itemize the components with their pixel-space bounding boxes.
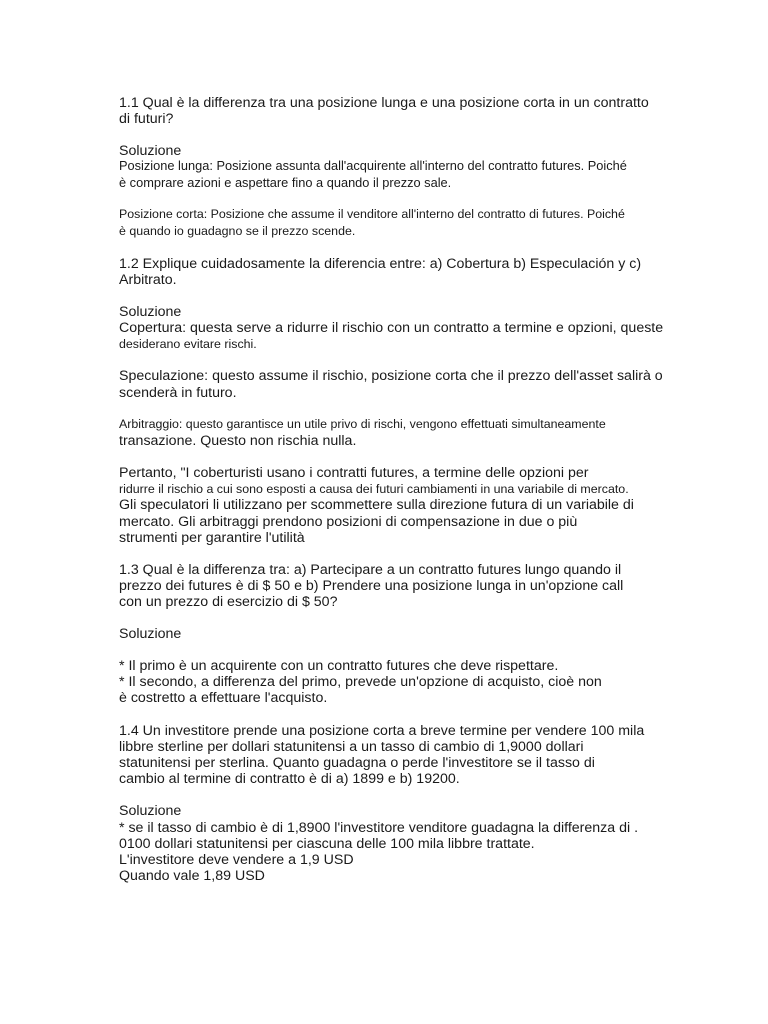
q2-question-line-2: Arbitrato. [119, 272, 177, 288]
q2-hedging-line-2: desiderano evitare rischi. [119, 337, 257, 351]
q2-summary-line-5: strumenti per garantire l'utilità [119, 530, 305, 546]
q1-short-line-1: Posizione corta: Posizione che assume il venditore all'interno del contratto di futures. Poiché [119, 207, 625, 221]
q1-question-line-2: di futuri? [119, 111, 174, 127]
q3-solution-label: Soluzione [119, 626, 182, 642]
q3-question-line-2: prezzo dei futures è di $ 50 e b) Prendere una posizione lunga in un'opzione call [119, 578, 624, 594]
q1-solution-label: Soluzione [119, 143, 182, 159]
q4-solution-label: Soluzione [119, 803, 182, 819]
q4-answer-line-1: * se il tasso di cambio è di 1,8900 l'investitore venditore guadagna la differenza di . [119, 820, 639, 836]
q4-question-line-3: statunitensi per sterlina. Quanto guadagna o perde l'investitore se il tasso di [119, 755, 595, 771]
q2-hedging-line-1: Copertura: questa serve a ridurre il rischio con un contratto a termine e opzioni, queste [119, 320, 664, 336]
q4-answer-line-4: Quando vale 1,89 USD [119, 868, 265, 884]
q2-speculation-line-1: Speculazione: questo assume il rischio, posizione corta che il prezzo dell'asset salirà o [119, 368, 663, 384]
q1-long-line-2: è comprare azioni e aspettare fino a quando il prezzo sale. [119, 175, 452, 190]
q3-answer-line-1: * Il primo è un acquirente con un contratto futures che deve rispettare. [119, 658, 559, 674]
q2-arbitrage-line-2: transazione. Questo non rischia nulla. [119, 433, 357, 449]
q3-answer-line-3: è costretto a effettuare l'acquisto. [119, 690, 328, 706]
q4-question-line-1: 1.4 Un investitore prende una posizione corta a breve termine per vendere 100 mila [119, 723, 645, 739]
q2-summary-line-3: Gli speculatori li utilizzano per scommettere sulla direzione futura di un variabile di [119, 497, 634, 513]
q3-question-line-3: con un prezzo di esercizio di $ 50? [119, 594, 338, 610]
q1-short-line-2: è quando io guadagno se il prezzo scende. [119, 224, 356, 238]
q4-answer-line-3: L'investitore deve vendere a 1,9 USD [119, 852, 354, 868]
q4-question-line-4: cambio al termine di contratto è di a) 1899 e b) 19200. [119, 771, 460, 787]
q2-summary-line-4: mercato. Gli arbitraggi prendono posizioni di compensazione in due o più [119, 514, 578, 530]
q2-arbitrage-line-1: Arbitraggio: questo garantisce un utile privo di rischi, vengono effettuati simultaneamente [119, 417, 606, 431]
q3-question-line-1: 1.3 Qual è la differenza tra: a) Partecipare a un contratto futures lungo quando il [119, 562, 622, 578]
q2-summary-line-2: ridurre il rischio a cui sono esposti a causa dei futuri cambiamenti in una variabile di mercato. [119, 482, 629, 496]
q2-summary-line-1: Pertanto, "I coberturisti usano i contratti futures, a termine delle opzioni per [119, 465, 589, 481]
q2-solution-label: Soluzione [119, 304, 182, 320]
q4-answer-line-2: 0100 dollari statunitensi per ciascuna delle 100 mila libbre trattate. [119, 836, 535, 852]
q1-question-line-1: 1.1 Qual è la differenza tra una posizione lunga e una posizione corta in un contratto [119, 95, 649, 111]
q4-question-line-2: libbre sterline per dollari statunitensi a un tasso di cambio di 1,9000 dollari [119, 739, 584, 755]
q2-speculation-line-2: scenderà in futuro. [119, 385, 237, 401]
q2-question-line-1: 1.2 Explique cuidadosamente la diferencia entre: a) Cobertura b) Especulación y c) [119, 256, 642, 272]
q3-answer-line-2: * Il secondo, a differenza del primo, prevede un'opzione di acquisto, cioè non [119, 674, 602, 690]
q1-long-line-1: Posizione lunga: Posizione assunta dall'acquirente all'interno del contratto futures. Poiché [119, 158, 627, 173]
